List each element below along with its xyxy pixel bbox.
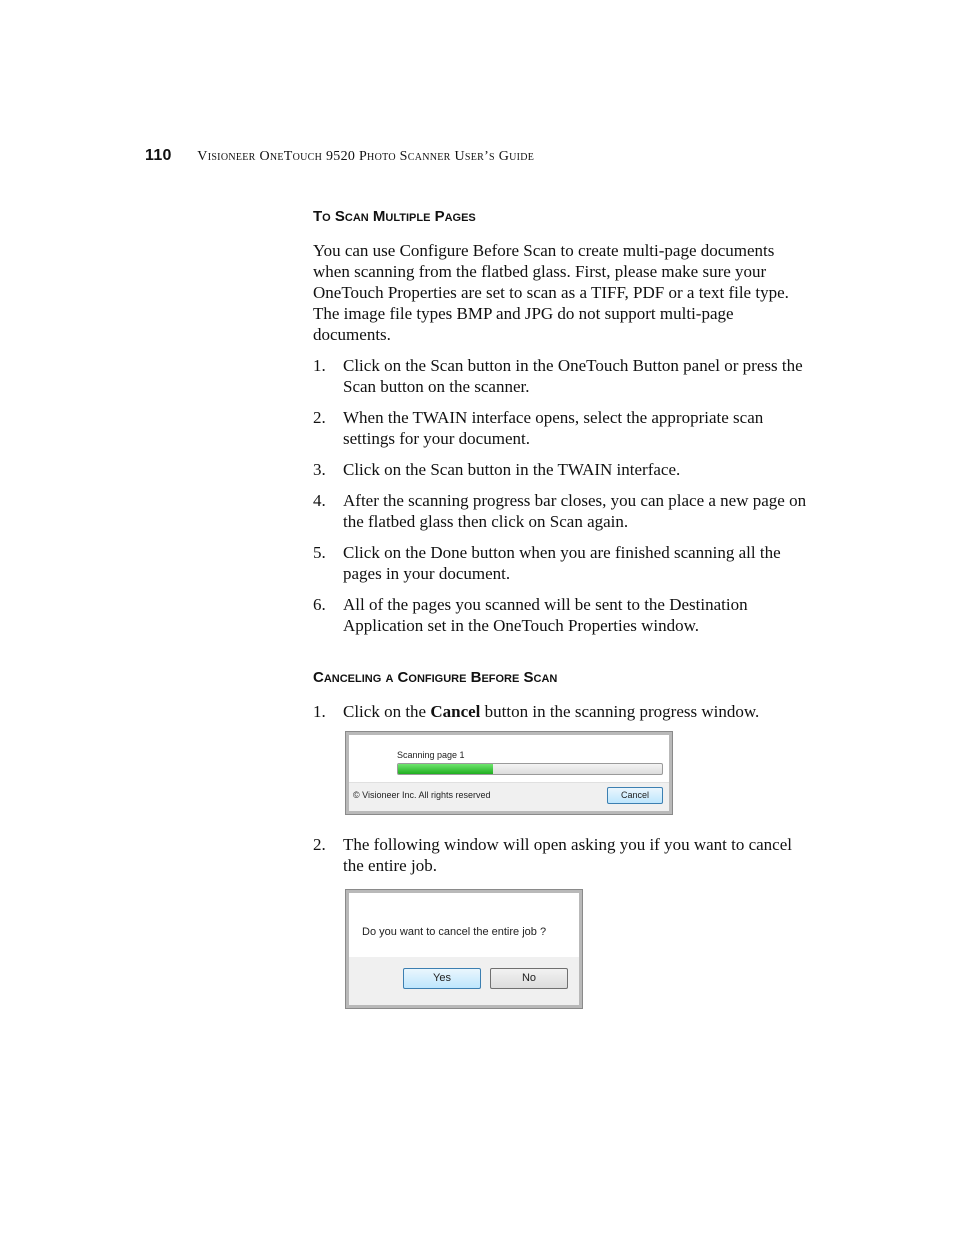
scan-status-text: Scanning page 1: [397, 750, 465, 760]
canceling-steps-continued: [313, 834, 813, 876]
dialog-footer: [349, 957, 579, 1005]
page-number: 110: [145, 147, 172, 164]
list-item: 1. Click on the Scan button in the OneTouch Button panel or press the Scan button on the scanner.: [313, 356, 803, 396]
list-item: 5. Click on the Done button when you are finished scanning all the pages in your document.: [313, 543, 781, 583]
intro-paragraph: You can use Configure Before Scan to create multi-page documents when scanning from the flatbed glass. First, please make sure your OneTouch Properties are set to scan as a TIFF, PDF or a text file type. The image file types BMP and JPG do not support multi-page documents.: [313, 241, 789, 344]
list-item: 1. Click on the Cancel button in the scanning progress window.: [313, 702, 760, 721]
list-item: 6. All of the pages you scanned will be sent to the Destination Application set in the OneTouch Properties window.: [313, 595, 748, 635]
no-button[interactable]: No: [490, 968, 568, 989]
section-heading-multiple-pages: To Scan Multiple Pages: [313, 208, 476, 225]
running-title: Visioneer OneTouch 9520 Photo Scanner User’s Guide: [197, 149, 535, 164]
cancel-confirm-dialog: [346, 890, 582, 1008]
multiple-pages-steps: [313, 355, 813, 636]
list-item: 2. When the TWAIN interface opens, select the appropriate scan settings for your document.: [313, 408, 764, 448]
canceling-steps: [313, 701, 813, 722]
list-item: 4. After the scanning progress bar closes, you can place a new page on the flatbed glass then click on Scan again.: [313, 491, 807, 531]
list-item: 3. Click on the Scan button in the TWAIN interface.: [313, 460, 681, 479]
cancel-question-text: Do you want to cancel the entire job ?: [362, 926, 547, 938]
copyright-text: © Visioneer Inc. All rights reserved: [353, 790, 491, 800]
scan-progress-bar: [397, 763, 663, 775]
cancel-button[interactable]: Cancel: [607, 787, 663, 804]
section-heading-canceling: Canceling a Configure Before Scan: [313, 669, 558, 686]
progress-fill: [398, 764, 493, 774]
page-content: [313, 206, 813, 1008]
scanning-progress-dialog: [346, 732, 672, 814]
list-item: 2. The following window will open asking you if you want to cancel the entire job.: [313, 835, 792, 875]
running-header: [145, 147, 534, 165]
dialog-footer: [349, 782, 669, 811]
yes-button[interactable]: Yes: [403, 968, 481, 989]
